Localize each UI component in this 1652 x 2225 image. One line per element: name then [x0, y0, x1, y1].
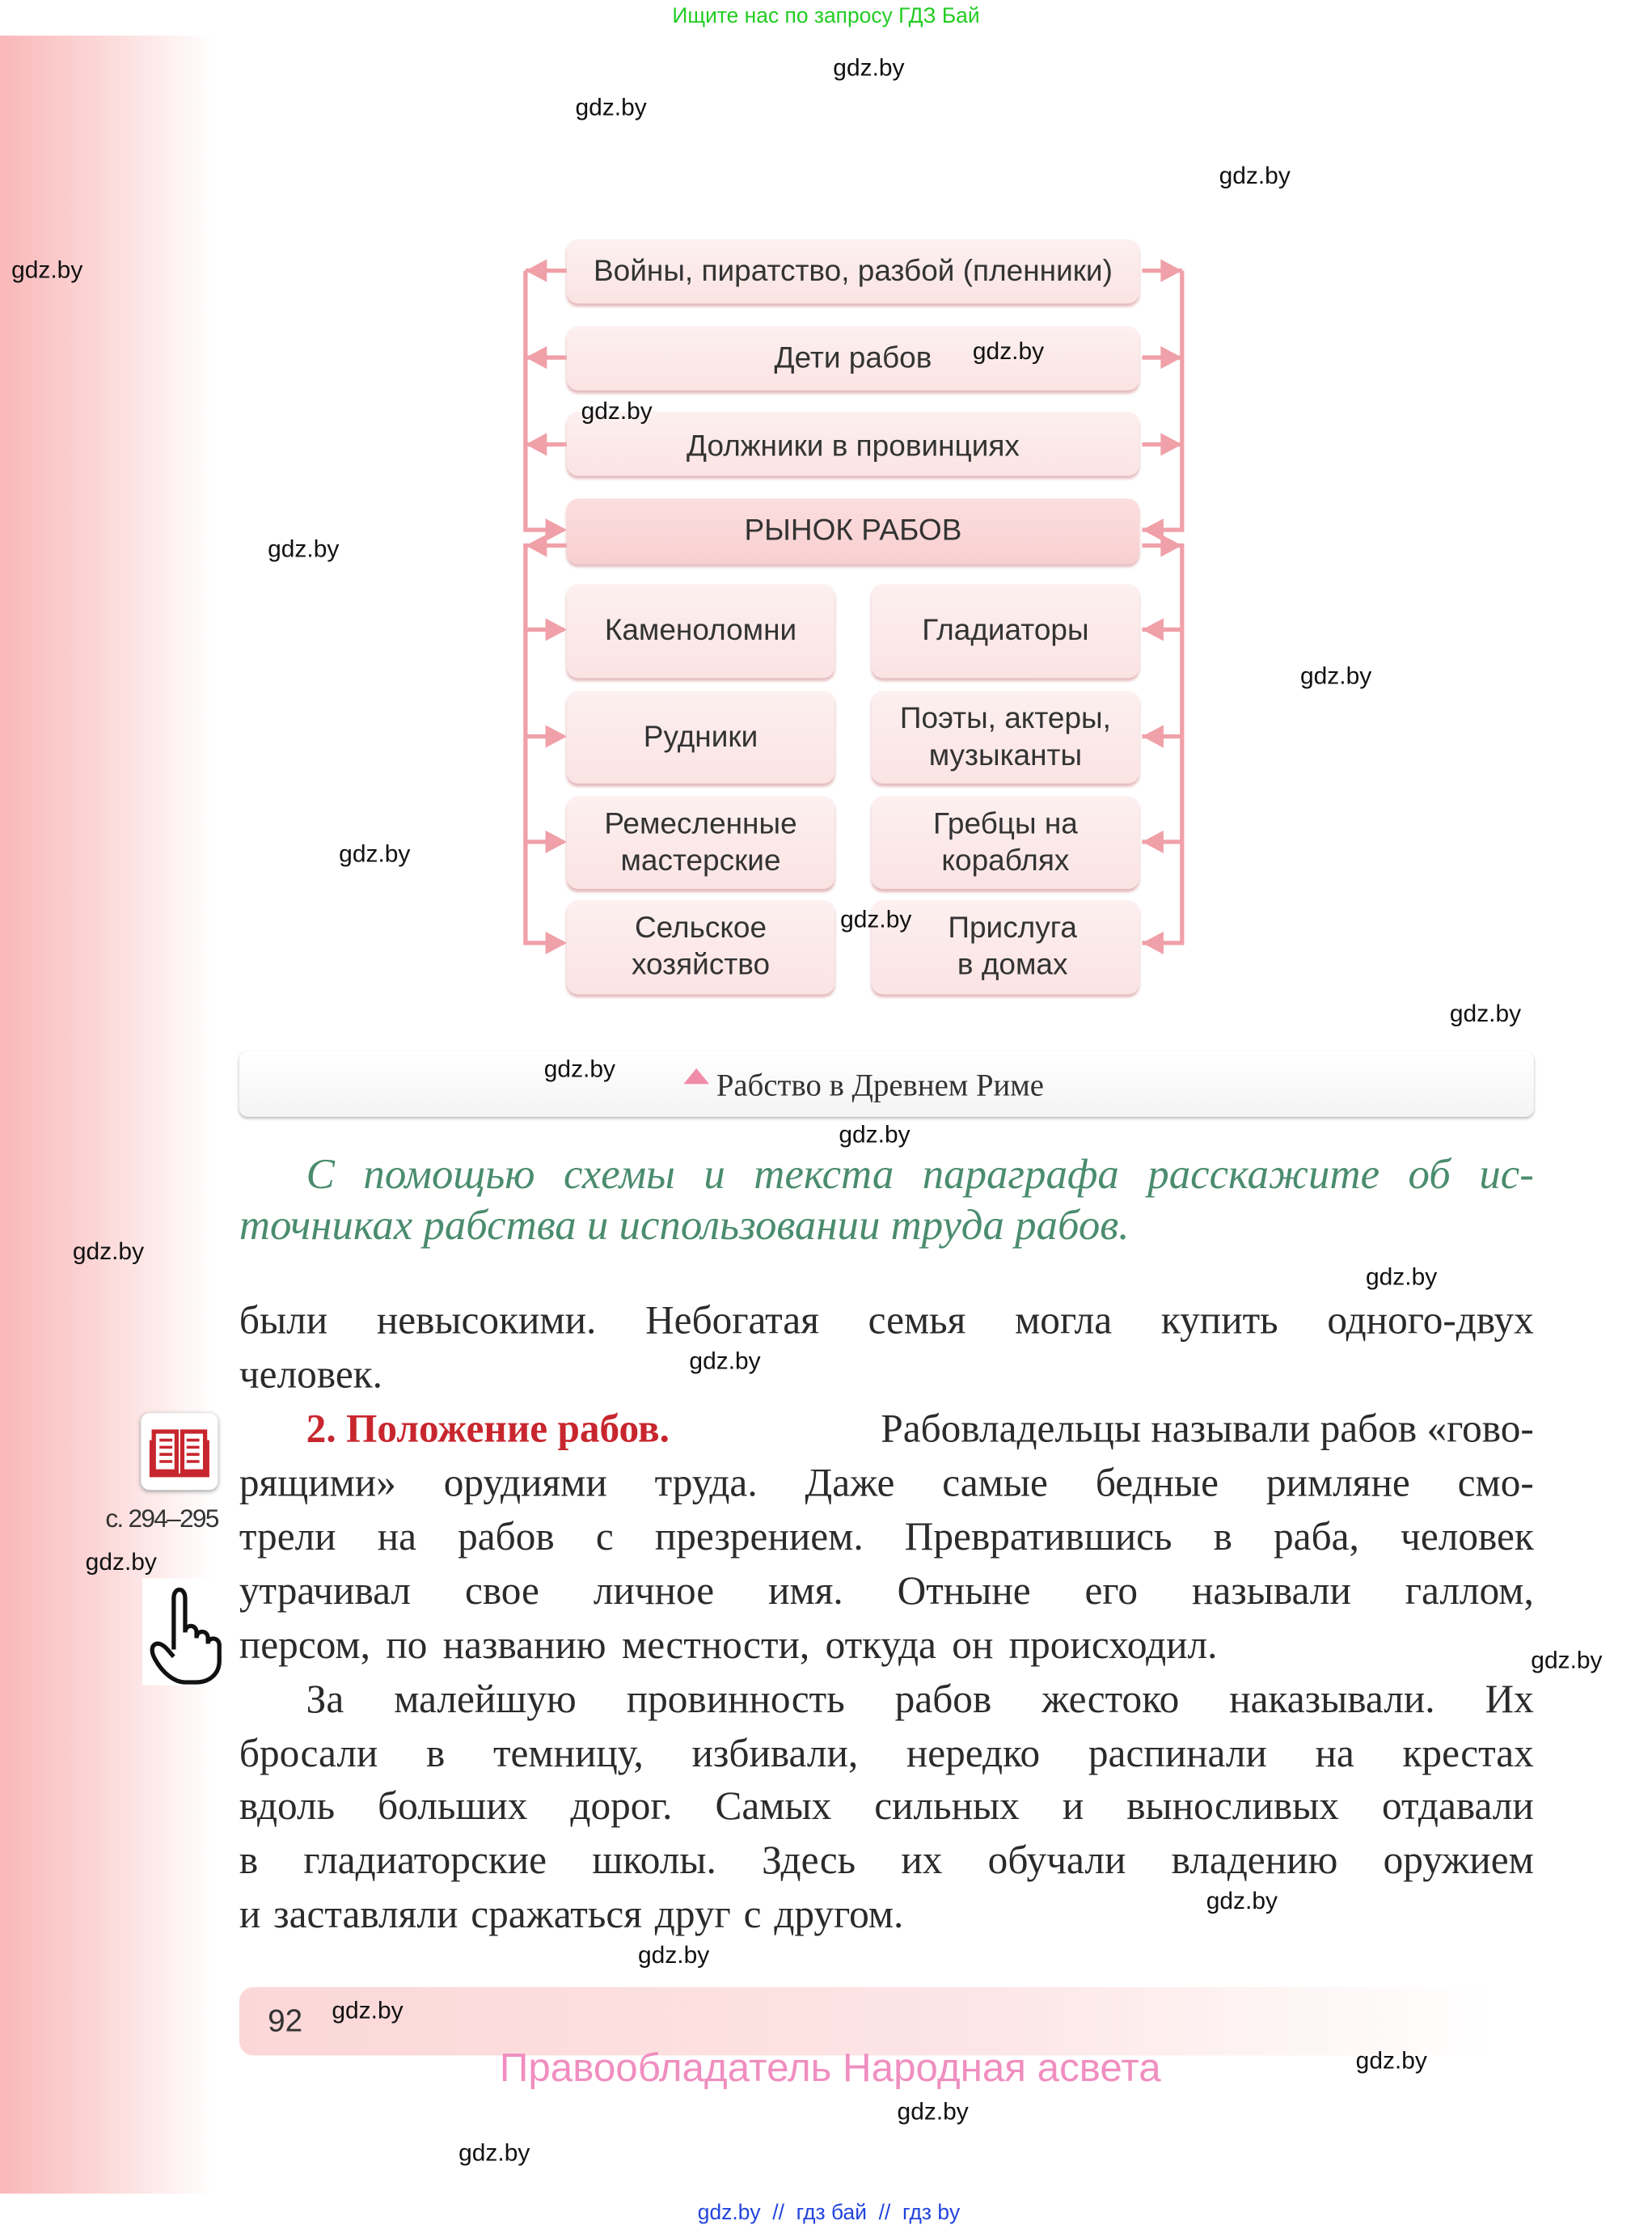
use-box-mines: Рудники — [567, 691, 834, 783]
figure-caption: Рабство в Древнем Риме — [716, 1067, 1044, 1103]
watermark: gdz.by — [840, 906, 912, 933]
watermark: gdz.by — [1449, 1000, 1522, 1027]
watermark: gdz.by — [972, 337, 1045, 365]
source-box-children: Дети рабов — [567, 326, 1139, 390]
rights-holder: Правообладатель Народная асвета — [499, 2045, 1161, 2090]
watermark: gdz.by — [833, 53, 905, 82]
left-source-line — [526, 271, 564, 531]
watermark: gdz.by — [85, 1548, 157, 1576]
watermark: gdz.by — [581, 397, 653, 425]
text-line: бросали в темницу, избивали, нередко распинали на крестах — [239, 1732, 1534, 1777]
source-box-debtors: Должники в провинциях — [567, 412, 1139, 476]
watermark: gdz.by — [458, 2139, 530, 2167]
use-box-rowers: Гребцы на кораблях — [872, 797, 1139, 889]
text-line: трели на рабов с презрением. Превратившись в раба, человек — [239, 1515, 1534, 1560]
triangle-icon — [683, 1068, 709, 1084]
watermark: gdz.by — [339, 840, 411, 868]
market-box: РЫНОК РАБОВ — [567, 498, 1139, 564]
text-line: утрачивал свое личное имя. Отныне его называли галлом, — [239, 1569, 1534, 1614]
right-source-line — [1142, 271, 1181, 531]
watermark: gdz.by — [332, 1997, 403, 2024]
page-reference: с. 294–295 — [105, 1504, 218, 1533]
watermark: gdz.by — [1206, 1887, 1278, 1915]
watermark: gdz.by — [1355, 2046, 1427, 2075]
source-box-wars: Войны, пиратство, разбой (пленники) — [567, 239, 1139, 303]
watermark: gdz.by — [1531, 1646, 1603, 1674]
text-line: За малейшую провинность рабов жестоко наказывали. Их — [306, 1677, 1534, 1723]
watermark: gdz.by — [1365, 1263, 1438, 1291]
page-number: 92 — [268, 2003, 303, 2039]
watermark: gdz.by — [543, 1055, 616, 1083]
use-box-servants: Прислуга в домах — [872, 900, 1139, 994]
open-book-icon[interactable] — [141, 1413, 218, 1490]
use-box-gladiators: Гладиаторы — [872, 584, 1139, 678]
task-line: точниках рабства и использовании труда рабов. — [239, 1202, 1130, 1250]
text-line: рящими» орудиями труда. Даже самые бедные римляне смо- — [239, 1461, 1534, 1506]
watermark: gdz.by — [268, 535, 340, 563]
text-line: и заставляли сражаться друг с другом. — [239, 1893, 904, 1938]
watermark: gdz.by — [897, 2098, 969, 2126]
watermark: gdz.by — [1219, 162, 1291, 190]
watermark: gdz.by — [689, 1347, 761, 1375]
task-line: С помощью схемы и текста параграфа расскажите об ис- — [306, 1151, 1534, 1199]
text-line: персом, по названию местности, откуда он происходил. — [239, 1623, 1218, 1669]
use-box-workshops: Ремесленные мастерские — [567, 797, 834, 889]
use-box-agriculture: Сельское хозяйство — [567, 900, 834, 994]
watermark: gdz.by — [72, 1237, 145, 1265]
watermark: gdz.by — [1299, 662, 1372, 690]
watermark: gdz.by — [575, 94, 647, 121]
text-line: вдоль больших дорог. Самых сильных и выносливых отдавали — [239, 1784, 1534, 1829]
top-note: Ищите нас по запросу ГДЗ Бай — [672, 4, 980, 29]
text-line: были невысокими. Небогатая семья могла купить одного-двух — [239, 1299, 1534, 1343]
section-heading: 2. Положение рабов. — [306, 1407, 670, 1452]
use-box-quarries: Каменоломни — [567, 584, 834, 678]
text-line: человек. — [239, 1353, 383, 1398]
use-box-poets: Поэты, актеры, музыканты — [872, 691, 1139, 783]
text-fragment: Рабовладельцы называли рабов «гово- — [881, 1407, 1534, 1452]
watermark: gdz.by — [839, 1121, 911, 1148]
pointing-hand-icon — [142, 1578, 234, 1685]
section-heading-line — [239, 1407, 1534, 1453]
text-line: в гладиаторские школы. Здесь их обучали владению оружием — [239, 1838, 1534, 1884]
watermark: gdz.by — [638, 1941, 710, 1969]
watermark: gdz.by — [11, 256, 83, 284]
bottom-links[interactable]: gdz.by // гдз бай // гдз by — [697, 2201, 961, 2225]
